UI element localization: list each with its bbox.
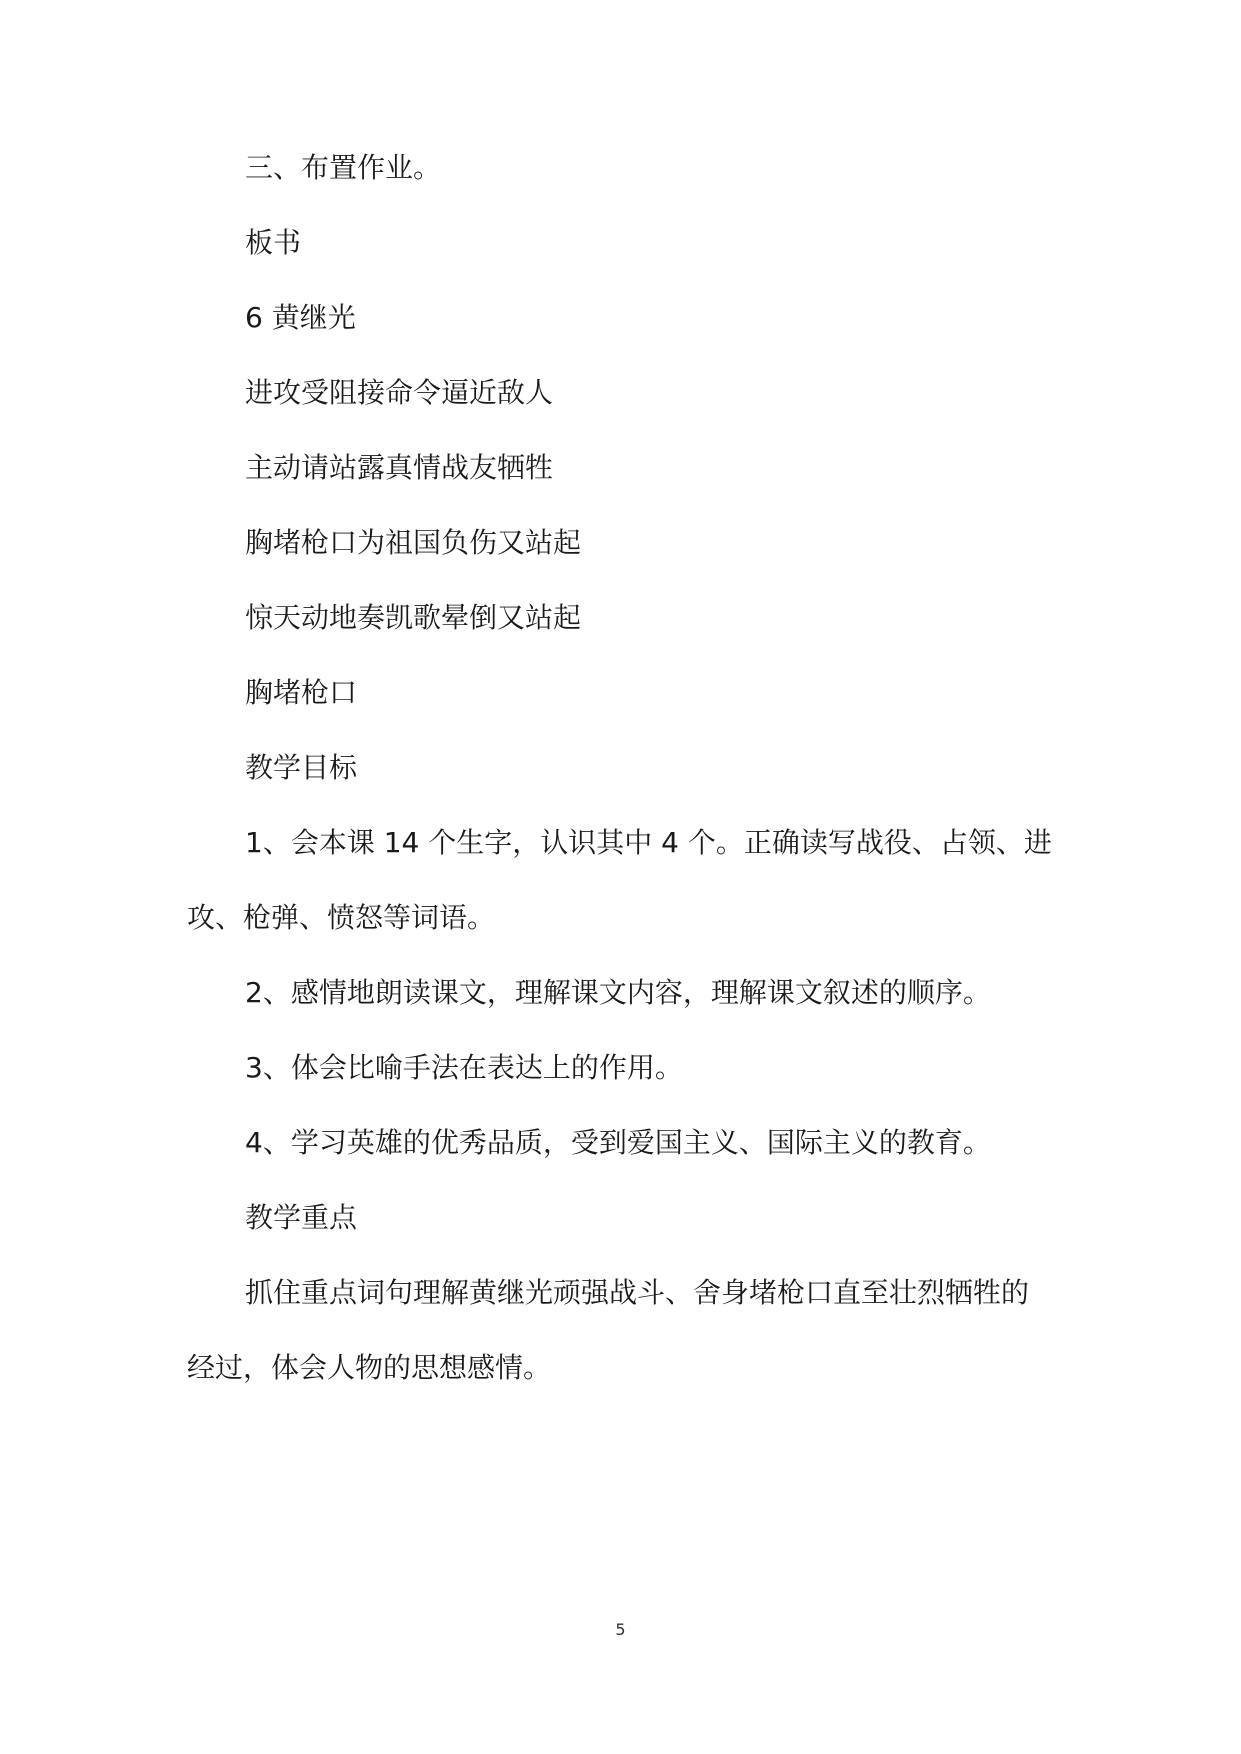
text-line: 抓住重点词句理解黄继光顽强战斗、舍身堵枪口直至壮烈牺牲的 [245,1276,1030,1309]
text-line: 6 黄继光 [245,301,356,334]
text-line: 胸堵枪口为祖国负伤又站起 [245,526,582,559]
text-line: 进攻受阻接命令逼近敌人 [245,376,554,409]
text-line: 板书 [245,226,302,259]
text-line: 胸堵枪口 [245,676,358,709]
text-line: 2、感情地朗读课文，理解课文内容，理解课文叙述的顺序。 [245,976,991,1009]
text-line: 经过，体会人物的思想感情。 [187,1351,552,1384]
text-line: 三、布置作业。 [245,151,442,184]
page-number: 5 [615,1620,626,1639]
text-line: 3、体会比喻手法在表达上的作用。 [245,1051,683,1084]
text-line: 4、学习英雄的优秀品质，受到爱国主义、国际主义的教育。 [245,1126,991,1159]
text-line: 主动请站露真情战友牺牲 [245,451,554,484]
text-line: 惊天动地奏凯歌晕倒又站起 [245,601,582,634]
section-heading: 教学重点 [245,1201,358,1234]
text-line: 1、会本课 14 个生字，认识其中 4 个。正确读写战役、占领、进 [245,826,1052,859]
text-line: 攻、枪弹、愤怒等词语。 [187,901,496,934]
section-heading: 教学目标 [245,751,358,784]
